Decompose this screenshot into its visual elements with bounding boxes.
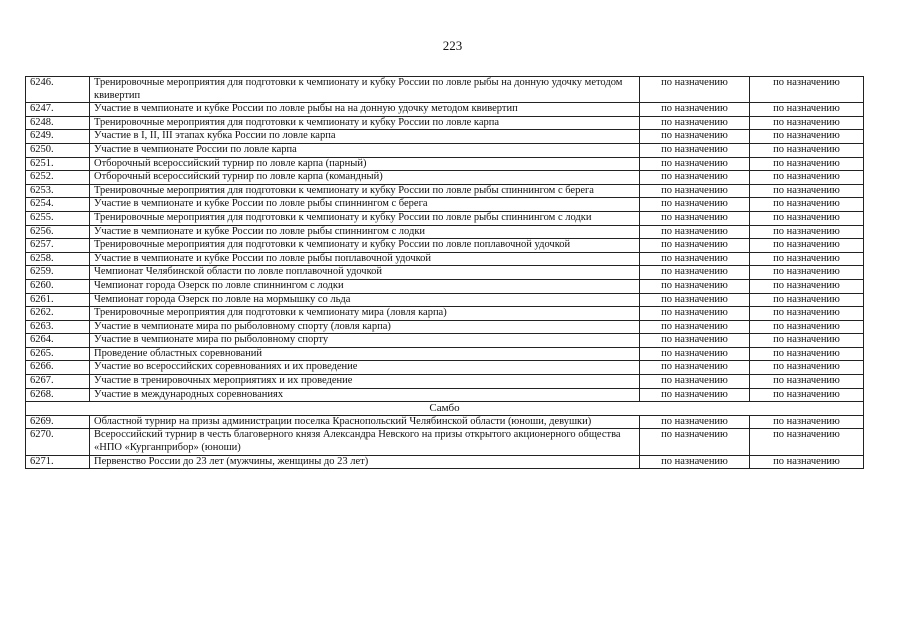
table-body-fishing (26, 77, 864, 402)
row-value-1: по назначению (640, 198, 750, 212)
table-row (26, 225, 864, 239)
row-number: 6260. (26, 279, 90, 293)
registry-table (25, 76, 864, 469)
row-description: Участие в чемпионате России по ловле карпа (90, 143, 640, 157)
row-value-1: по назначению (640, 429, 750, 455)
table-row (26, 239, 864, 253)
row-description: Тренировочные мероприятия для подготовки к чемпионату и кубку России по ловле карпа (90, 116, 640, 130)
row-value-2: по назначению (750, 361, 864, 375)
row-number: 6248. (26, 116, 90, 130)
row-description: Участие в международных соревнованиях (90, 388, 640, 402)
row-value-2: по назначению (750, 320, 864, 334)
row-value-1: по назначению (640, 157, 750, 171)
row-value-2: по назначению (750, 293, 864, 307)
row-description: Участие в I, II, III этапах кубка России по ловле карпа (90, 130, 640, 144)
row-description: Участие в чемпионате и кубке России по ловле рыбы спиннингом с лодки (90, 225, 640, 239)
table-row (26, 184, 864, 198)
row-value-1: по назначению (640, 415, 750, 429)
row-value-1: по назначению (640, 388, 750, 402)
row-value-2: по назначению (750, 307, 864, 321)
row-number: 6261. (26, 293, 90, 307)
row-value-2: по назначению (750, 184, 864, 198)
table-row (26, 252, 864, 266)
row-value-1: по назначению (640, 307, 750, 321)
row-number: 6264. (26, 334, 90, 348)
row-value-2: по назначению (750, 171, 864, 185)
row-value-1: по назначению (640, 239, 750, 253)
table-row (26, 347, 864, 361)
row-description: Тренировочные мероприятия для подготовки к чемпионату и кубку России по ловле поплавочной удочкой (90, 239, 640, 253)
row-description: Отборочный всероссийский турнир по ловле карпа (командный) (90, 171, 640, 185)
row-value-2: по назначению (750, 103, 864, 117)
table-row (26, 171, 864, 185)
row-description: Участие в чемпионате мира по рыболовному спорту (ловля карпа) (90, 320, 640, 334)
row-description: Чемпионат города Озерск по ловле спиннингом с лодки (90, 279, 640, 293)
row-value-1: по назначению (640, 375, 750, 389)
row-description: Первенство России до 23 лет (мужчины, женщины до 23 лет) (90, 455, 640, 469)
row-number: 6255. (26, 211, 90, 225)
row-value-1: по назначению (640, 279, 750, 293)
row-description: Тренировочные мероприятия для подготовки к чемпионату и кубку России по ловле рыбы спиннингом с лодки (90, 211, 640, 225)
row-value-1: по назначению (640, 225, 750, 239)
row-number: 6269. (26, 415, 90, 429)
row-value-1: по назначению (640, 266, 750, 280)
table-row (26, 116, 864, 130)
row-description: Тренировочные мероприятия для подготовки к чемпионату и кубку России по ловле рыбы спиннингом с берега (90, 184, 640, 198)
table-row (26, 143, 864, 157)
row-value-2: по назначению (750, 157, 864, 171)
section-row (26, 402, 864, 416)
table-row (26, 455, 864, 469)
row-description: Участие в чемпионате и кубке России по ловле рыбы спиннингом с берега (90, 198, 640, 212)
row-value-1: по назначению (640, 211, 750, 225)
table-row (26, 130, 864, 144)
table-row (26, 211, 864, 225)
table-row (26, 334, 864, 348)
row-value-1: по назначению (640, 130, 750, 144)
row-value-1: по назначению (640, 334, 750, 348)
page-number: 223 (442, 38, 463, 53)
row-number: 6250. (26, 143, 90, 157)
table-row (26, 307, 864, 321)
row-number: 6263. (26, 320, 90, 334)
row-number: 6262. (26, 307, 90, 321)
table-row (26, 266, 864, 280)
row-value-1: по назначению (640, 103, 750, 117)
row-description: Проведение областных соревнований (90, 347, 640, 361)
row-value-1: по назначению (640, 320, 750, 334)
row-number: 6271. (26, 455, 90, 469)
row-value-2: по назначению (750, 198, 864, 212)
row-number: 6254. (26, 198, 90, 212)
row-description: Отборочный всероссийский турнир по ловле карпа (парный) (90, 157, 640, 171)
row-description: Участие в чемпионате мира по рыболовному спорту (90, 334, 640, 348)
table-row (26, 279, 864, 293)
row-value-2: по назначению (750, 375, 864, 389)
row-description: Тренировочные мероприятия для подготовки к чемпионату и кубку России по ловле рыбы на донную удочку методом квивертип (90, 77, 640, 103)
row-value-2: по назначению (750, 143, 864, 157)
row-number: 6249. (26, 130, 90, 144)
row-value-1: по назначению (640, 252, 750, 266)
row-value-2: по назначению (750, 77, 864, 103)
row-description: Участие в чемпионате и кубке России по ловле рыбы на на донную удочку методом квивертип (90, 103, 640, 117)
row-value-1: по назначению (640, 184, 750, 198)
table-row (26, 320, 864, 334)
table-row (26, 198, 864, 212)
row-value-2: по назначению (750, 429, 864, 455)
row-value-1: по назначению (640, 143, 750, 157)
row-number: 6265. (26, 347, 90, 361)
row-description: Чемпионат Челябинской области по ловле поплавочной удочкой (90, 266, 640, 280)
row-number: 6259. (26, 266, 90, 280)
row-number: 6252. (26, 171, 90, 185)
row-number: 6257. (26, 239, 90, 253)
row-value-2: по назначению (750, 130, 864, 144)
table-row (26, 429, 864, 455)
row-value-2: по назначению (750, 211, 864, 225)
row-number: 6267. (26, 375, 90, 389)
row-value-2: по назначению (750, 239, 864, 253)
row-value-2: по назначению (750, 415, 864, 429)
row-value-2: по назначению (750, 334, 864, 348)
table-body-sambo (26, 415, 864, 468)
row-number: 6268. (26, 388, 90, 402)
row-value-2: по назначению (750, 116, 864, 130)
row-value-2: по назначению (750, 455, 864, 469)
row-description: Чемпионат города Озерск по ловле на мормышку со льда (90, 293, 640, 307)
row-value-2: по назначению (750, 279, 864, 293)
row-number: 6246. (26, 77, 90, 103)
row-number: 6247. (26, 103, 90, 117)
row-description: Участие в чемпионате и кубке России по ловле рыбы поплавочной удочкой (90, 252, 640, 266)
row-value-2: по назначению (750, 388, 864, 402)
table-row (26, 157, 864, 171)
row-value-1: по назначению (640, 455, 750, 469)
row-number: 6256. (26, 225, 90, 239)
table-row (26, 388, 864, 402)
row-description: Участие во всероссийских соревнованиях и их проведение (90, 361, 640, 375)
row-value-2: по назначению (750, 252, 864, 266)
row-value-1: по назначению (640, 347, 750, 361)
row-number: 6253. (26, 184, 90, 198)
table-row (26, 293, 864, 307)
row-value-2: по назначению (750, 266, 864, 280)
row-value-2: по назначению (750, 225, 864, 239)
row-value-1: по назначению (640, 361, 750, 375)
row-value-1: по назначению (640, 116, 750, 130)
row-description: Участие в тренировочных мероприятиях и их проведение (90, 375, 640, 389)
row-value-1: по назначению (640, 171, 750, 185)
table-row (26, 77, 864, 103)
row-value-1: по назначению (640, 293, 750, 307)
table-row (26, 361, 864, 375)
row-description: Всероссийский турнир в честь благоверного князя Александра Невского на призы открытого акционерного общества «НПО «Курганприбор» (юноши) (90, 429, 640, 455)
row-value-2: по назначению (750, 347, 864, 361)
table-row (26, 103, 864, 117)
row-number: 6258. (26, 252, 90, 266)
row-number: 6266. (26, 361, 90, 375)
row-number: 6270. (26, 429, 90, 455)
row-number: 6251. (26, 157, 90, 171)
section-title: Самбо (26, 402, 864, 416)
row-description: Областной турнир на призы администрации поселка Краснопольский Челябинской области (юноши, девушки) (90, 415, 640, 429)
row-value-1: по назначению (640, 77, 750, 103)
row-description: Тренировочные мероприятия для подготовки к чемпионату мира (ловля карпа) (90, 307, 640, 321)
table-row (26, 415, 864, 429)
table-row (26, 375, 864, 389)
